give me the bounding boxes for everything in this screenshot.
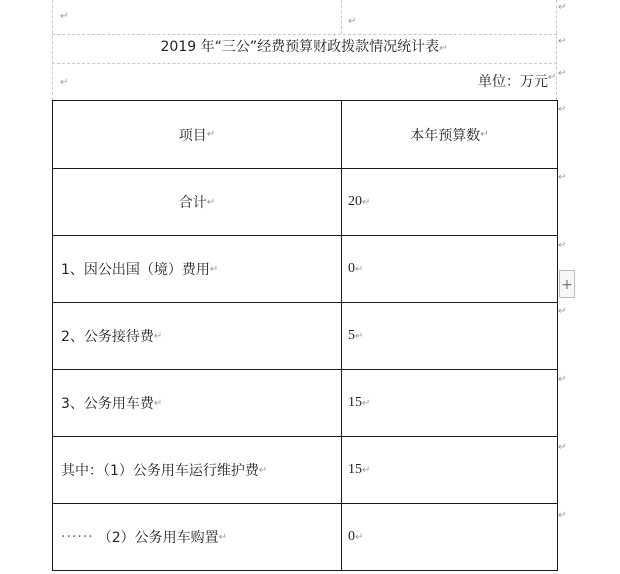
cell-end-mark: ↵ <box>153 397 163 409</box>
value-cell[interactable] <box>342 303 558 369</box>
value-cell[interactable] <box>342 236 558 302</box>
unit-text: 单位：万元 <box>478 75 548 90</box>
header-cell-budget[interactable] <box>342 101 558 168</box>
cell-end-mark: ↵ <box>362 397 371 409</box>
table-title <box>52 36 556 56</box>
row-end-mark: ↵ <box>558 306 567 317</box>
table-row <box>53 504 558 571</box>
value-text: 0 <box>348 261 355 276</box>
cell-end-mark: ↵ <box>362 196 371 208</box>
leader-dots: ······ <box>61 529 94 545</box>
table-header-row <box>53 101 558 169</box>
cell-end-mark: ↵ <box>209 263 219 275</box>
cell-end-mark: ↵ <box>355 263 364 275</box>
value-cell[interactable] <box>342 169 558 235</box>
value-cell[interactable] <box>342 370 558 436</box>
header-label: 本年预算数 <box>410 127 481 144</box>
table-title-text: 2019 年“三公”经费预算财政拨款情况统计表 <box>160 39 440 55</box>
cell-end-mark: ↵ <box>355 531 364 543</box>
cell-end-mark: ↵ <box>153 330 163 342</box>
paragraph-mark: ↵ <box>548 72 557 83</box>
cell-end-mark: ↵ <box>206 196 216 208</box>
item-label: （2）公务用车购置 <box>97 530 219 546</box>
table-row <box>53 437 558 504</box>
table-row <box>53 370 558 437</box>
table-row <box>53 303 558 370</box>
cell-end-mark: ↵ <box>362 464 371 476</box>
item-label: 2、公务接待费 <box>61 329 154 345</box>
add-row-button[interactable] <box>559 270 575 298</box>
row-end-mark: ↵ <box>558 36 567 47</box>
dashed-gridline <box>52 34 557 35</box>
paragraph-mark: ↵ <box>439 43 448 54</box>
row-end-mark: ↵ <box>558 240 567 251</box>
value-text: 0 <box>348 529 355 544</box>
dashed-gridline <box>556 0 557 100</box>
item-cell[interactable] <box>53 370 342 436</box>
paragraph-mark: ↵ <box>60 11 69 22</box>
item-label: 其中：（1）公务用车运行维护费 <box>61 463 259 479</box>
item-label: 合计 <box>178 195 207 211</box>
value-text: 20 <box>348 194 362 209</box>
paragraph-mark: ↵ <box>60 77 69 88</box>
table-row <box>53 236 558 303</box>
budget-table <box>52 100 558 571</box>
value-text: 15 <box>348 395 362 410</box>
value-text: 15 <box>348 462 362 477</box>
item-cell[interactable] <box>53 504 342 570</box>
item-cell[interactable] <box>53 236 342 302</box>
row-end-mark: ↵ <box>558 68 567 79</box>
row-end-mark: ↵ <box>558 442 567 453</box>
header-cell-item[interactable] <box>53 101 342 168</box>
item-label: 1、因公出国（境）费用 <box>61 262 210 278</box>
dashed-gridline <box>341 0 342 34</box>
table-row <box>53 169 558 236</box>
row-end-mark: ↵ <box>558 104 567 115</box>
item-label: 3、公务用车费 <box>61 396 154 412</box>
row-end-mark: ↵ <box>558 172 567 183</box>
cell-end-mark: ↵ <box>480 129 489 140</box>
plus-icon: + <box>561 277 573 293</box>
value-cell[interactable] <box>342 504 558 570</box>
value-cell[interactable] <box>342 437 558 503</box>
paragraph-mark: ↵ <box>348 16 357 27</box>
item-cell[interactable] <box>53 169 342 235</box>
cell-end-mark: ↵ <box>355 330 364 342</box>
item-cell[interactable] <box>53 303 342 369</box>
dashed-gridline <box>52 63 557 64</box>
value-text: 5 <box>348 328 355 343</box>
cell-end-mark: ↵ <box>218 531 228 543</box>
row-end-mark: ↵ <box>558 510 567 521</box>
row-end-mark: ↵ <box>558 2 567 13</box>
row-end-mark: ↵ <box>558 374 567 385</box>
cell-end-mark: ↵ <box>258 464 268 476</box>
item-cell[interactable] <box>53 437 342 503</box>
cell-end-mark: ↵ <box>206 129 216 140</box>
header-label: 项目 <box>178 127 207 144</box>
unit-label <box>478 71 557 91</box>
